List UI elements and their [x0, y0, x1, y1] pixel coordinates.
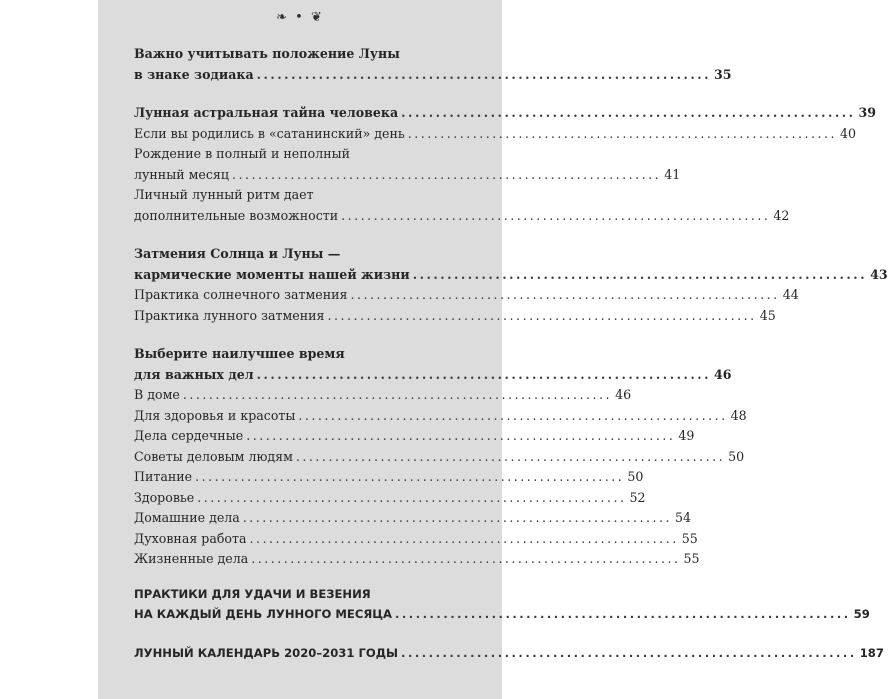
toc-entry [134, 44, 732, 85]
toc-entry-title: Практика лунного затмения [134, 307, 325, 323]
toc-page-number: 55 [683, 551, 700, 566]
toc-page-number: 50 [627, 469, 644, 484]
toc-leader-dots: .................................................................. [251, 551, 681, 566]
toc-page-number: 54 [675, 510, 692, 525]
toc-entry [134, 244, 888, 285]
toc-entry-title: Для здоровья и красоты [134, 407, 296, 423]
toc-page-number: 52 [629, 489, 646, 505]
toc-entry-title-cont: кармические моменты нашей жизни [134, 266, 410, 282]
toc-entry-title: Если вы родились в «сатанинский» день [134, 125, 405, 141]
toc-entry-title: ПРАКТИКИ ДЛЯ УДАЧИ И ВЕЗЕНИЯ [134, 586, 371, 601]
toc-page-number: 46 [615, 387, 632, 402]
toc-entry-title: Питание [134, 469, 193, 484]
toc-entry-title-cont: НА КАЖДЫЙ ДЕНЬ ЛУННОГО МЕСЯЦА [134, 607, 392, 621]
toc-leader-dots: .................................................................. [401, 105, 856, 120]
toc-entry-title: Дела сердечные [134, 428, 244, 443]
toc-entry-title: Лунная астральная тайна человека [134, 105, 399, 120]
toc-page-number: 50 [728, 448, 745, 464]
toc-page-number: 55 [681, 530, 698, 546]
toc-entry [134, 643, 884, 664]
toc-entry [134, 467, 644, 488]
page-ornament: ❧ • ❦ [276, 10, 324, 25]
toc-entry [134, 406, 747, 427]
toc-entry-title: В доме [134, 387, 180, 402]
toc-leader-dots: .................................................................. [246, 428, 676, 443]
toc-leader-dots: .................................................................. [394, 607, 851, 621]
toc-entry [134, 529, 698, 550]
toc-entry-title-cont: дополнительные возможности [134, 207, 339, 223]
toc-entry-title: Рождение в полный и неполный [134, 146, 351, 161]
toc-entry-title: Жизненные дела [134, 551, 249, 566]
toc-leader-dots: .................................................................. [256, 366, 711, 382]
toc-leader-dots: .................................................................. [350, 287, 780, 302]
toc-entry-title: Практика солнечного затмения [134, 287, 348, 302]
toc-entry-title-cont: в знаке зодиака [134, 66, 254, 82]
toc-page-number: 46 [714, 366, 732, 382]
toc-entry-title: Личный лунный ритм дает [134, 187, 314, 202]
book-page [98, 0, 888, 699]
toc-entry [134, 385, 632, 406]
toc-entry-title: Советы деловым людям [134, 448, 293, 464]
toc-leader-dots: .................................................................. [242, 510, 673, 525]
toc-entry [134, 549, 700, 570]
toc-leader-dots: .................................................................. [407, 125, 837, 141]
table-of-contents [134, 44, 888, 663]
toc-entry-title-cont: лунный месяц [134, 166, 229, 182]
toc-entry-title-cont: для важных дел [134, 366, 254, 382]
toc-entry [134, 306, 776, 327]
toc-page-number: 48 [730, 407, 747, 423]
toc-leader-dots: .................................................................. [295, 448, 726, 464]
toc-page-number: 41 [664, 166, 681, 182]
toc-page-number: 35 [714, 66, 732, 82]
toc-entry [134, 488, 646, 509]
toc-entry-title: ЛУННЫЙ КАЛЕНДАРЬ 2020–2031 ГОДЫ [134, 645, 399, 660]
toc-page-number: 187 [859, 645, 884, 660]
toc-leader-dots: .................................................................. [327, 307, 757, 323]
toc-page-number: 49 [678, 428, 695, 443]
toc-leader-dots: .................................................................. [195, 469, 625, 484]
toc-entry [134, 344, 732, 385]
toc-leader-dots: .................................................................. [249, 530, 679, 546]
toc-entry [134, 185, 790, 226]
toc-entry [134, 124, 857, 145]
toc-entry-title: Затмения Солнца и Луны — [134, 246, 341, 261]
toc-leader-dots: .................................................................. [231, 166, 662, 182]
toc-page-number: 44 [782, 287, 799, 302]
toc-entry [134, 426, 695, 447]
toc-page-number: 42 [773, 207, 790, 223]
toc-leader-dots: .................................................................. [401, 645, 857, 660]
toc-leader-dots: .................................................................. [412, 266, 868, 282]
toc-entry [134, 584, 870, 625]
toc-entry-title: Домашние дела [134, 510, 240, 525]
toc-leader-dots: .................................................................. [182, 387, 613, 402]
toc-page-number: 45 [759, 307, 776, 323]
toc-page-number: 39 [858, 105, 877, 120]
toc-entry [134, 144, 681, 185]
toc-leader-dots: .................................................................. [197, 489, 627, 505]
toc-entry-title: Важно учитывать положение Луны [134, 46, 400, 61]
toc-leader-dots: .................................................................. [298, 407, 728, 423]
toc-page-number: 43 [870, 266, 888, 282]
toc-entry-title: Выберите наилучшее время [134, 346, 345, 361]
toc-page-number: 59 [853, 607, 870, 621]
toc-entry-title: Духовная работа [134, 530, 247, 546]
toc-page-number: 40 [839, 125, 857, 141]
toc-entry [134, 508, 692, 529]
toc-entry [134, 285, 799, 306]
toc-leader-dots: .................................................................. [256, 66, 712, 82]
toc-entry [134, 103, 877, 124]
toc-leader-dots: .................................................................. [341, 207, 771, 223]
toc-entry [134, 447, 745, 468]
toc-entry-title: Здоровье [134, 489, 195, 505]
